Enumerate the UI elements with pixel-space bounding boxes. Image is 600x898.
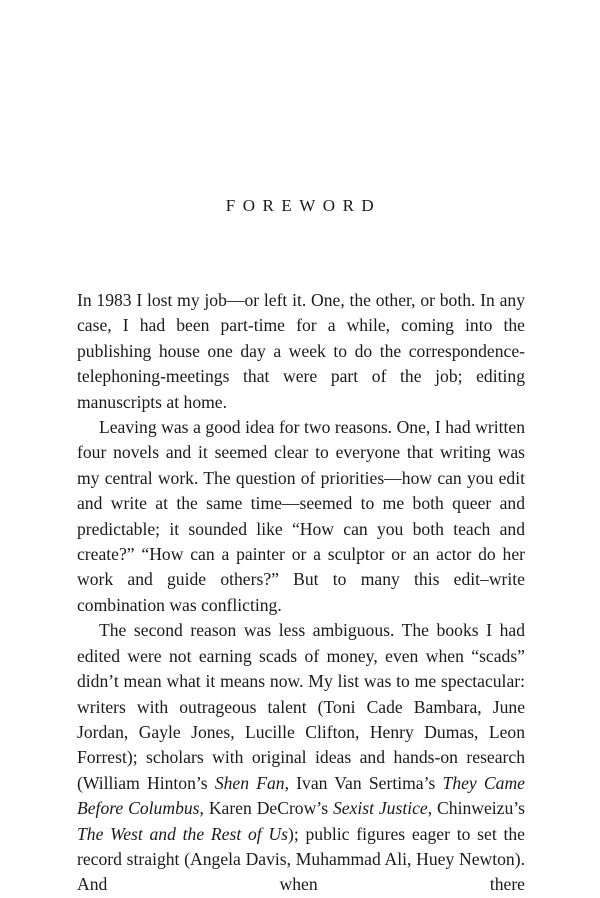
book-title: Sexist Justice [332, 798, 428, 819]
text-segment: Leaving was a good idea for two reasons. One, I had written four novels and it seemed clear to everyone that writing was my central work. The question of priorities—how can you edit and write at the same time—seemed to me both queer and predictable; it sounded like “How can you both teach and create?” “How can a painter or a sculptor or an actor do her work and guide others?” But to many this edit–write combination was conflicting. [77, 417, 525, 615]
book-title: Shen Fan [214, 772, 285, 793]
paragraph-1 [77, 288, 525, 415]
text-segment: In 1983 I lost my job—or left it. One, the other, or both. In any case, I had been part-time for a while, coming into the publishing house one day a week to do the correspondence-telephoning-meetings that were part of the job; editing manuscripts at home. [77, 290, 525, 412]
text-segment: ); public figures eager to set the record straight (Angela Davis, Muhammad Ali, Huey Newton). And when there [77, 823, 525, 895]
book-title: They Came Before Columbus [77, 772, 525, 819]
text-segment: The second reason was less ambiguous. The books I had edited were not earning scads of money, even when “scads” didn’t mean what it means now. My list was to me spectacular: writers with outrageous talent (Toni Cade Bambara, June Jordan, Gayle Jones, Lucille Clifton, Henry Dumas, Leon Forrest); scholars with original ideas and hands-on research (William Hinton’s [77, 620, 525, 793]
foreword-heading: FOREWORD [225, 196, 382, 215]
text-segment: , Ivan Van Sertima’s [284, 772, 443, 793]
paragraph-2 [77, 415, 525, 618]
foreword-body [77, 288, 525, 898]
book-title: The West and the Rest of Us [77, 823, 288, 844]
paragraph-3 [77, 618, 525, 897]
text-segment: , Chinweizu’s [427, 798, 525, 819]
text-segment: , Karen DeCrow’s [199, 798, 333, 819]
